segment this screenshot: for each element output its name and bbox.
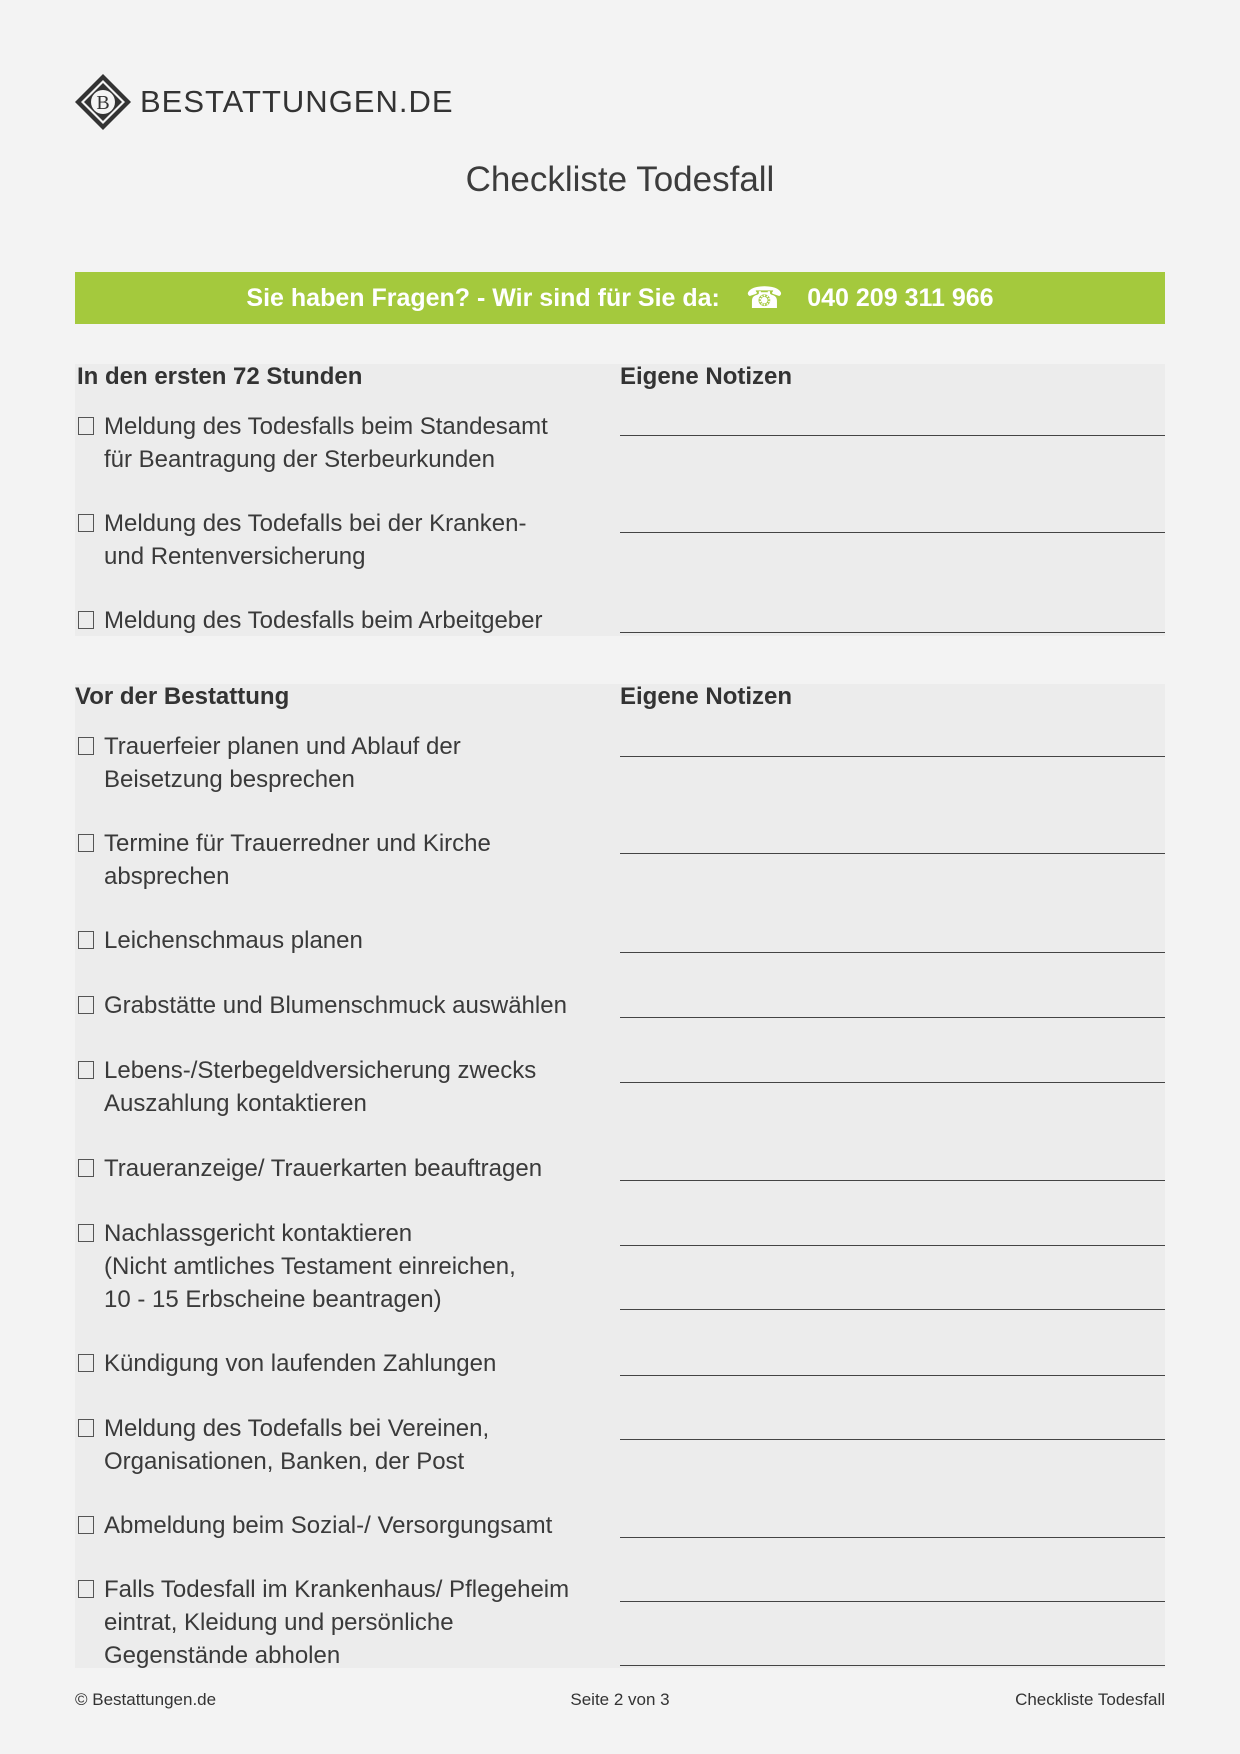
checklist-item[interactable]: Nachlassgericht kontaktieren (Nicht amtliches Testament einreichen, 10 - 15 Erbscheine beantragen) xyxy=(78,1217,598,1316)
footer-doc-title: Checkliste Todesfall xyxy=(1015,1690,1165,1709)
checklist-item[interactable]: Meldung des Todefalls bei der Kranken- und Rentenversicherung xyxy=(78,507,598,573)
checkbox[interactable] xyxy=(78,996,94,1014)
checkbox[interactable] xyxy=(78,417,94,435)
section-2-notes-heading: Eigene Notizen xyxy=(620,683,793,710)
checkbox[interactable] xyxy=(78,1061,94,1079)
checklist-item[interactable]: Lebens-/Sterbegeldversicherung zwecks Auszahlung kontaktieren xyxy=(78,1054,598,1120)
notes-line[interactable] xyxy=(620,1309,1165,1310)
checklist-item[interactable]: Falls Todesfall im Krankenhaus/ Pflegeheim eintrat, Kleidung und persönliche Gegenstände abholen xyxy=(78,1573,598,1672)
notes-line[interactable] xyxy=(620,1665,1165,1666)
banner-text: Sie haben Fragen? - Wir sind für Sie da: xyxy=(246,283,720,312)
section-1-heading: In den ersten 72 Stunden xyxy=(77,363,363,390)
notes-line[interactable] xyxy=(620,853,1165,854)
checkbox[interactable] xyxy=(78,737,94,755)
checkbox[interactable] xyxy=(78,1354,94,1372)
notes-line[interactable] xyxy=(620,756,1165,757)
brand-name: BESTATTUNGEN.DE xyxy=(140,84,454,119)
contact-banner xyxy=(75,272,1165,324)
checkbox[interactable] xyxy=(78,514,94,532)
page-title: Checkliste Todesfall xyxy=(465,160,775,199)
brand-logo xyxy=(74,72,454,132)
notes-line[interactable] xyxy=(620,1082,1165,1083)
notes-line[interactable] xyxy=(620,1180,1165,1181)
notes-line[interactable] xyxy=(620,1537,1165,1538)
checkbox[interactable] xyxy=(78,611,94,629)
notes-line[interactable] xyxy=(620,532,1165,533)
section-2-heading: Vor der Bestattung xyxy=(75,683,290,710)
notes-line[interactable] xyxy=(620,632,1165,633)
checklist-item[interactable]: Kündigung von laufenden Zahlungen xyxy=(78,1347,598,1380)
checkbox[interactable] xyxy=(78,1419,94,1437)
notes-line[interactable] xyxy=(620,1375,1165,1376)
phone-icon: ☎ xyxy=(745,281,784,315)
section-1-notes-heading: Eigene Notizen xyxy=(620,363,793,390)
checkbox[interactable] xyxy=(78,1159,94,1177)
notes-line[interactable] xyxy=(620,1017,1165,1018)
checklist-item[interactable]: Meldung des Todesfalls beim Arbeitgeber xyxy=(78,604,598,637)
checklist-item[interactable]: Traueranzeige/ Trauerkarten beauftragen xyxy=(78,1152,598,1185)
footer-page-number: Seite 2 von 3 xyxy=(570,1690,670,1709)
notes-line[interactable] xyxy=(620,952,1165,953)
checkbox[interactable] xyxy=(78,1580,94,1598)
checklist-item[interactable]: Termine für Trauerredner und Kirche absprechen xyxy=(78,827,598,893)
checklist-item[interactable]: Leichenschmaus planen xyxy=(78,924,598,957)
checklist-item[interactable]: Meldung des Todefalls bei Vereinen, Organisationen, Banken, der Post xyxy=(78,1412,598,1478)
footer-copyright: © Bestattungen.de xyxy=(75,1690,217,1709)
notes-line[interactable] xyxy=(620,1601,1165,1602)
checklist-item[interactable]: Trauerfeier planen und Ablauf der Beisetzung besprechen xyxy=(78,730,598,796)
notes-line[interactable] xyxy=(620,1439,1165,1440)
checkbox[interactable] xyxy=(78,1516,94,1534)
phone-number[interactable]: 040 209 311 966 xyxy=(807,283,994,312)
checklist-item[interactable]: Meldung des Todesfalls beim Standesamt für Beantragung der Sterbeurkunden xyxy=(78,410,598,476)
diamond-b-logo-icon xyxy=(74,73,132,131)
section-1-background xyxy=(75,364,1165,636)
svg-text:B: B xyxy=(96,92,110,114)
checkbox[interactable] xyxy=(78,834,94,852)
checklist-item[interactable]: Abmeldung beim Sozial-/ Versorgungsamt xyxy=(78,1509,598,1542)
checklist-item[interactable]: Grabstätte und Blumenschmuck auswählen xyxy=(78,989,598,1022)
notes-line[interactable] xyxy=(620,435,1165,436)
checkbox[interactable] xyxy=(78,1224,94,1242)
checkbox[interactable] xyxy=(78,931,94,949)
notes-line[interactable] xyxy=(620,1245,1165,1246)
